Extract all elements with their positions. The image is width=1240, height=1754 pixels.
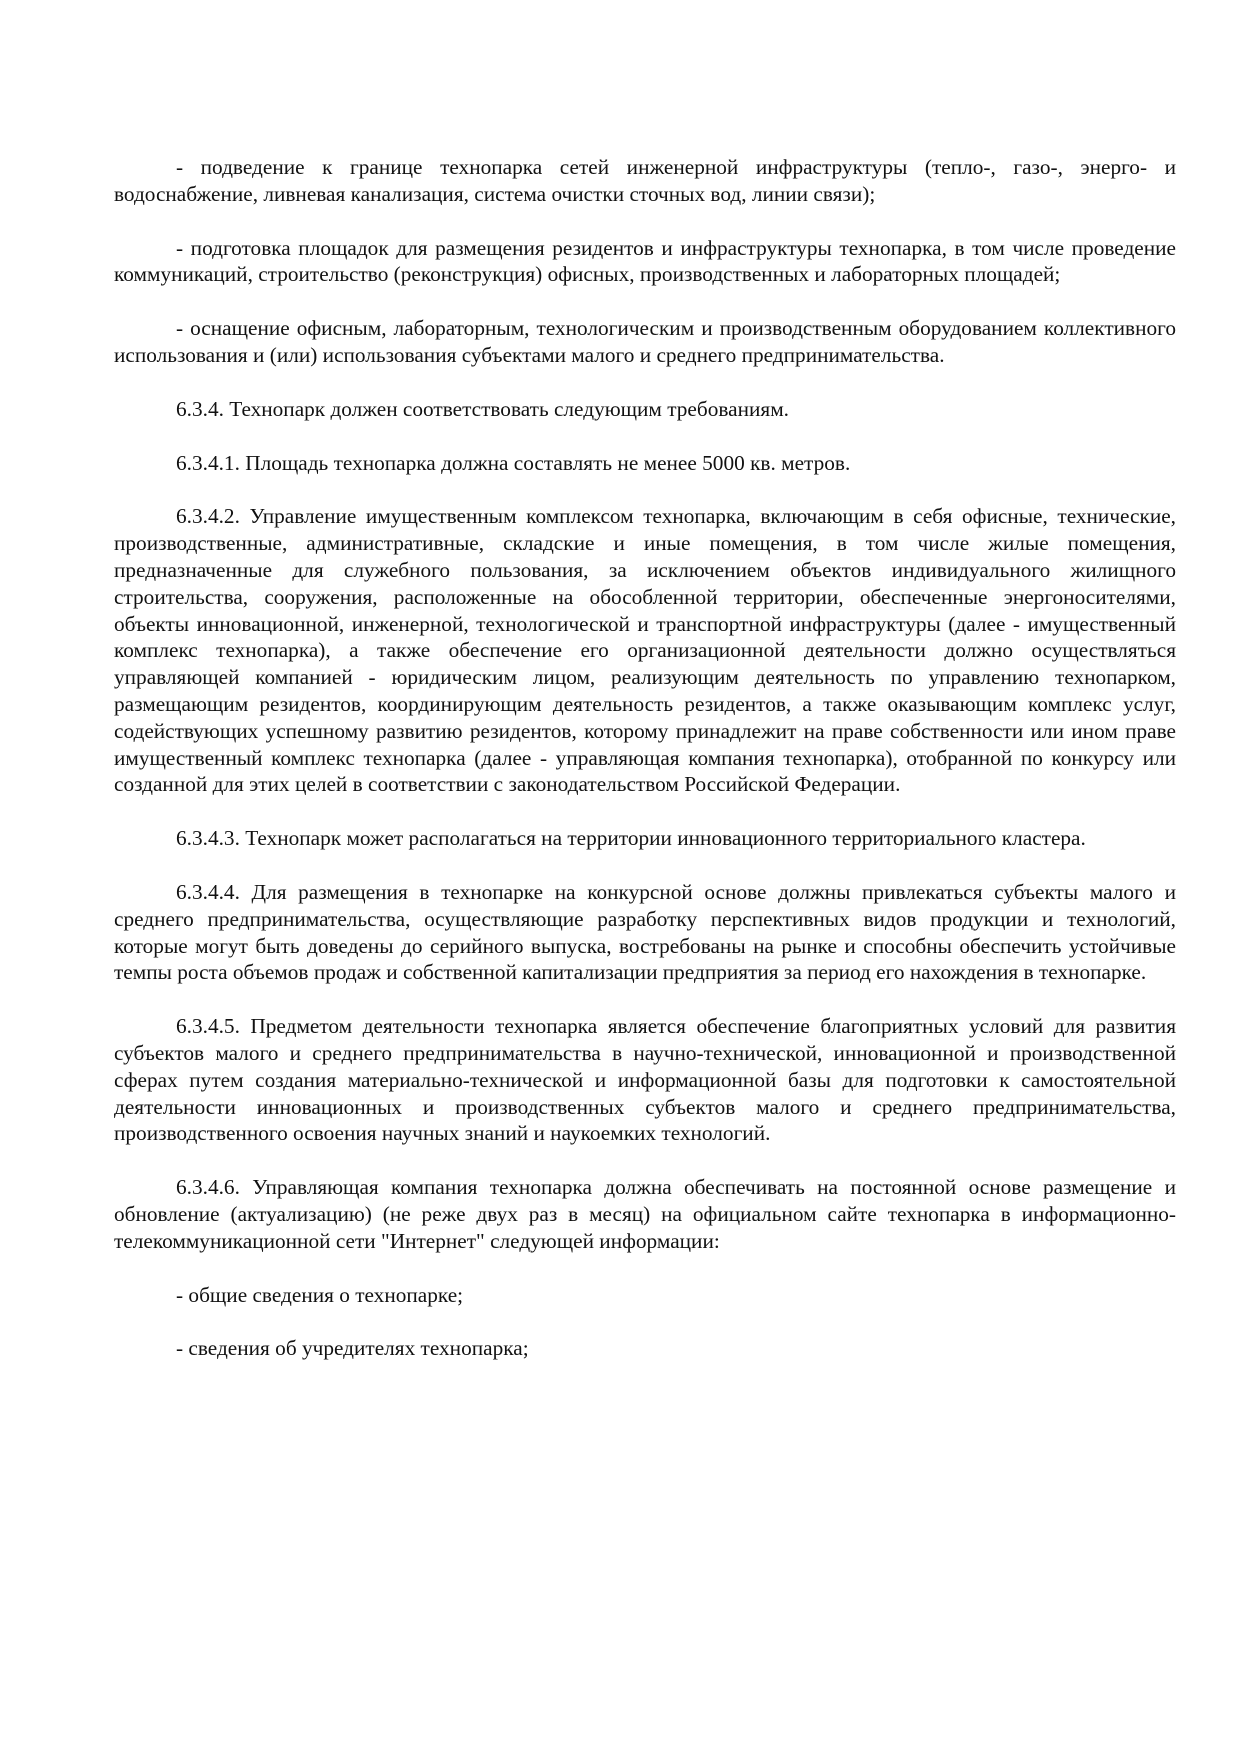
bullet-general-info: - общие сведения о технопарке; [176, 1282, 464, 1307]
bullet-founders-info: - сведения об учредителях технопарка; [176, 1336, 529, 1361]
document-page [114, 154, 1176, 1389]
clause-6-3-4-1: 6.3.4.1. Площадь технопарка должна составлять не менее 5000 кв. метров. [176, 450, 851, 475]
clause-6-3-4-2: 6.3.4.2. Управление имущественным комплексом технопарка, включающим в себя офисные, технические, производственные, административные, складские и иные помещения, в том числе жилые помещения, предназначенные для служебного пользования, за исключением объектов индивидуального жилищного строительства, сооружения, расположенные на обособленной территории, обеспеченные энергоносителями, объекты инновационной, инженерной, технологической и транспортной инфраструктуры (далее - имущественный комплекс технопарка), а также обеспечение его организационной деятельности должно осуществляться управляющей компанией - юридическим лицом, реализующим деятельность по управлению технопарком, размещающим резидентов, координирующим деятельность резидентов, а также оказывающим комплекс услуг, содействующих успешному развитию резидентов, которому принадлежит на праве собственности или ином праве имущественный комплекс технопарка (далее - управляющая компания технопарка), отобранной по конкурсу или созданной для этих целей в соответствии с законодательством Российской Федерации. [114, 504, 1176, 797]
bullet-site-preparation: - подготовка площадок для размещения резидентов и инфраструктуры технопарка, в том числе проведение коммуникаций, строительство (реконструкция) офисных, производственных и лабораторных площадей; [114, 235, 1176, 287]
clause-6-3-4-6: 6.3.4.6. Управляющая компания технопарка должна обеспечивать на постоянной основе размещение и обновление (актуализацию) (не реже двух раз в месяц) на официальном сайте технопарка в информационно-телекоммуникационной сети "Интернет" следующей информации: [114, 1175, 1176, 1253]
clause-6-3-4-3: 6.3.4.3. Технопарк может располагаться на территории инновационного территориального кластера. [176, 826, 1086, 851]
bullet-engineering-networks: - подведение к границе технопарка сетей инженерной инфраструктуры (тепло-, газо-, энерго- и водоснабжение, ливневая канализация, система очистки сточных вод, линии связи); [114, 155, 1176, 206]
clause-6-3-4: 6.3.4. Технопарк должен соответствовать следующим требованиям. [176, 396, 789, 421]
clause-6-3-4-4: 6.3.4.4. Для размещения в технопарке на конкурсной основе должны привлекаться субъекты малого и среднего предпринимательства, осуществляющие разработку перспективных видов продукции и технологий, которые могут быть доведены до серийного выпуска, востребованы на рынке и способны обеспечить устойчивые темпы роста объемов продаж и собственной капитализации предприятия за период его нахождения в технопарке. [114, 879, 1176, 985]
bullet-equipment: - оснащение офисным, лабораторным, технологическим и производственным оборудованием коллективного использования и (или) использования субъектами малого и среднего предпринимательства. [114, 316, 1176, 367]
clause-6-3-4-5: 6.3.4.5. Предметом деятельности технопарка является обеспечение благоприятных условий для развития субъектов малого и среднего предпринимательства в научно-технической, инновационной и производственной сферах путем создания материально-технической и информационной базы для подготовки к самостоятельной деятельности инновационных и производственных субъектов малого и среднего предпринимательства, производственного освоения научных знаний и наукоемких технологий. [114, 1014, 1176, 1146]
